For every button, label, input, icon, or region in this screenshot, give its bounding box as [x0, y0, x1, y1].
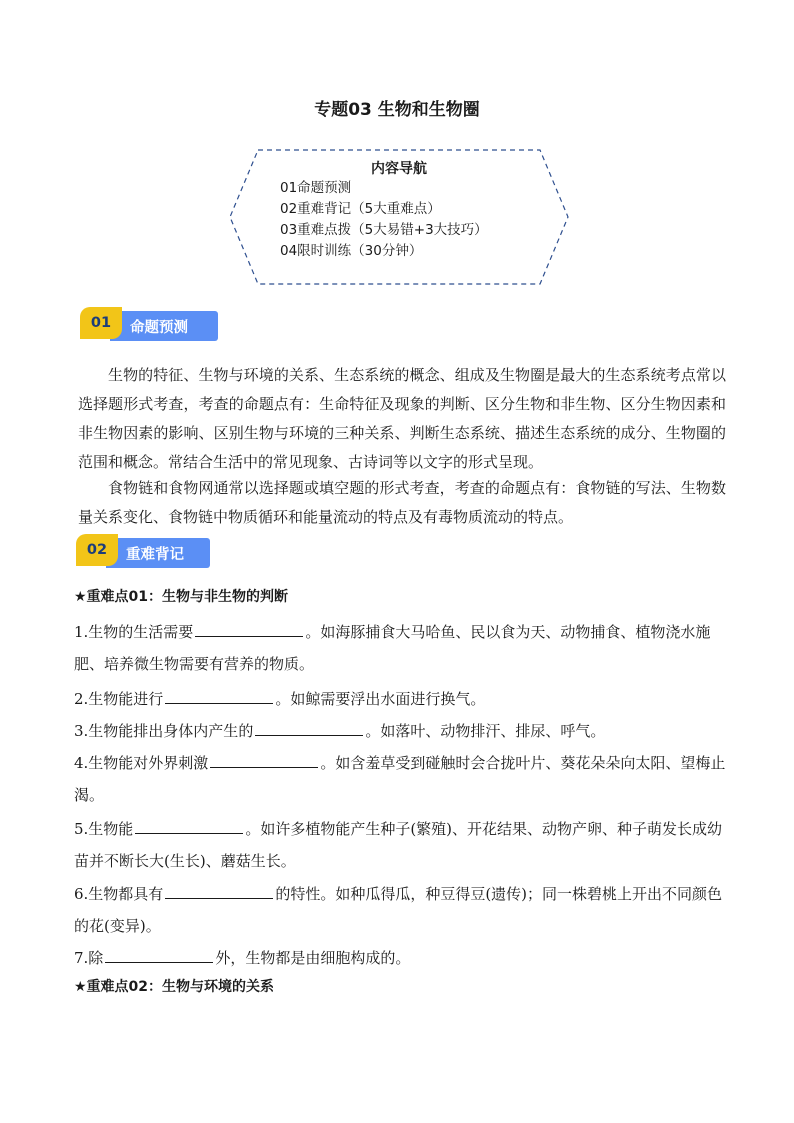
nav-item-training: 04限时训练（30分钟） [280, 243, 423, 259]
question-text: 3.生物能排出身体内产生的 [74, 722, 254, 740]
question-1 [74, 616, 726, 680]
answer-blank [195, 618, 303, 637]
nav-item-prediction: 01命题预测 [280, 180, 352, 196]
content-navigation-box [228, 148, 570, 286]
question-5 [74, 813, 726, 877]
question-text: 7.除 [74, 949, 104, 967]
key-point-heading-01: ★重难点01：生物与非生物的判断 [74, 589, 289, 605]
question-7 [74, 942, 726, 974]
prediction-paragraph-2: 食物链和食物网通常以选择题或填空题的形式考查，考查的命题点有：食物链的写法、生物数量关系变化、食物链中物质循环和能量流动的特点及有毒物质流动的特点。 [78, 479, 726, 526]
question-3 [74, 715, 726, 747]
section-label: 命题预测 [110, 311, 218, 341]
question-text: 。如海豚捕食大马哈鱼、民以食为天、动物捕食、植物浇水施肥、培养微生物需要有营养的物质。 [74, 623, 711, 673]
question-text: 4.生物能对外界刺激 [74, 754, 209, 772]
nav-item-memorization: 02重难背记（5大重难点） [280, 201, 441, 217]
question-text: 。如鲸需要浮出水面进行换气。 [275, 690, 486, 708]
question-text: 5.生物能 [74, 820, 134, 838]
question-text: 。如许多植物能产生种子(繁殖)、开花结果、动物产卵、种子萌发长成幼苗并不断长大(生长)、蘑菇生长。 [74, 820, 723, 870]
question-text: 1.生物的生活需要 [74, 623, 194, 641]
answer-blank [165, 880, 273, 899]
page-title: 专题03 生物和生物圈 [314, 100, 480, 120]
question-text: 6.生物都具有 [74, 885, 164, 903]
question-4 [74, 747, 726, 811]
question-text: 。如含羞草受到碰触时会合拢叶片、葵花朵朵向太阳、望梅止渴。 [74, 754, 726, 804]
key-point-heading-02: ★重难点02：生物与环境的关系 [74, 979, 275, 995]
section-badge-02 [76, 534, 210, 570]
section-label: 重难背记 [106, 538, 210, 568]
answer-blank [105, 944, 213, 963]
question-text: 。如落叶、动物排汗、排尿、呼气。 [365, 722, 606, 740]
answer-blank [165, 685, 273, 704]
nav-item-key-points: 03重难点拨（5大易错+3大技巧） [280, 222, 488, 238]
question-text: 2.生物能进行 [74, 690, 164, 708]
answer-blank [210, 749, 318, 768]
section-number: 01 [80, 307, 122, 339]
navigation-heading: 内容导航 [371, 161, 427, 177]
question-text: 的特性。如种瓜得瓜，种豆得豆(遗传)；同一株碧桃上开出不同颜色的花(变异)。 [74, 885, 723, 935]
prediction-paragraph-1: 生物的特征、生物与环境的关系、生态系统的概念、组成及生物圈是最大的生态系统考点常以选择题形式考查，考查的命题点有：生命特征及现象的判断、区分生物和非生物、区分生物因素和非生物因素的影响、区别生物与环境的三种关系、判断生态系统、描述生态系统的成分、生物圈的范围和概念。常结合生活中的常见现象、古诗词等以文字的形式呈现。 [78, 366, 726, 471]
question-text: 外，生物都是由细胞构成的。 [215, 949, 411, 967]
question-2 [74, 683, 726, 715]
section-badge-01 [80, 307, 220, 343]
section-number: 02 [76, 534, 118, 566]
question-6 [74, 878, 726, 942]
answer-blank [255, 717, 363, 736]
answer-blank [135, 815, 243, 834]
